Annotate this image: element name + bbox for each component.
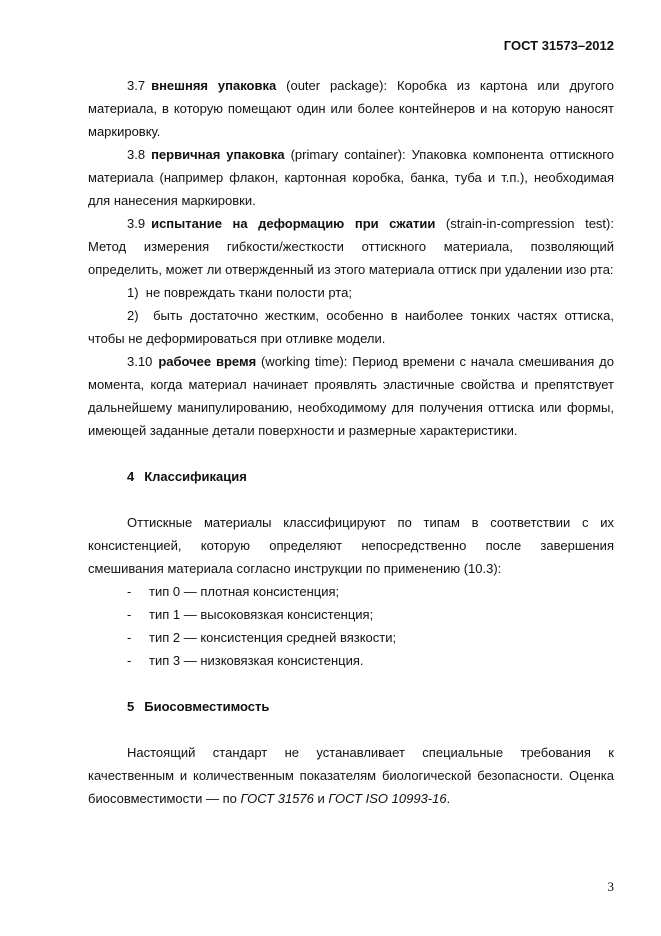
- clause-number: 3.10: [127, 354, 153, 369]
- definition-3-8: [88, 143, 614, 212]
- item-number: 1): [127, 285, 139, 300]
- term: испытание на деформацию при сжатии: [151, 216, 436, 231]
- paragraph-text: и: [313, 791, 329, 806]
- definition-3-9: [88, 212, 614, 281]
- list-item: [88, 649, 614, 672]
- paragraph-text: .: [446, 791, 451, 806]
- page-number: 3: [607, 879, 614, 894]
- numbered-item: [88, 304, 614, 350]
- list-item: [88, 626, 614, 649]
- clause-number: 3.9: [127, 216, 146, 231]
- standard-reference: ГОСТ ISO 10993-16: [328, 791, 447, 806]
- list-item: [88, 603, 614, 626]
- standard-reference: ГОСТ 31576: [240, 791, 314, 806]
- dash-marker: -: [127, 584, 132, 599]
- term: первичная упаковка: [151, 147, 285, 162]
- numbered-item: [88, 281, 614, 304]
- clause-number: 3.7: [127, 78, 146, 93]
- clause-number: 3.8: [127, 147, 146, 162]
- section-title: Классификация: [144, 469, 247, 484]
- list-item-text: тип 1 — высоковязкая консистенция;: [149, 607, 374, 622]
- list-item: [88, 580, 614, 603]
- paragraph-text: Настоящий стандарт не устанавливает специальные требования к качественным и количественным показателям биологической безопасности. Оценка биосовместимости — по: [88, 745, 614, 806]
- list-item-text: тип 3 — низковязкая консистенция.: [149, 653, 364, 668]
- definition-3-7: [88, 74, 614, 143]
- definition-3-10: [88, 350, 614, 442]
- type-list: [88, 580, 614, 672]
- section-paragraph: Оттискные материалы классифицируют по типам в соответствии с их консистенцией, которую определяют непосредственно после завершения смешивания материала согласно инструкции по применению (10.3):: [88, 515, 614, 576]
- item-text: быть достаточно жестким, особенно в наиболее тонких частях оттиска, чтобы не деформироваться при отливке модели.: [88, 308, 614, 346]
- dash-marker: -: [127, 653, 132, 668]
- section-paragraph: [88, 741, 614, 810]
- section-title: Биосовместимость: [144, 699, 270, 714]
- page-body: [88, 74, 614, 810]
- dash-marker: -: [127, 607, 132, 622]
- term: рабочее время: [158, 354, 257, 369]
- definition-text: (strain-in-compression test): Метод измерения гибкости/жесткости оттискного материала, позволяющий определить, может ли отвержденный из этого материала оттиск при удалении изо рта:: [88, 216, 614, 277]
- section-number: 4: [127, 469, 135, 484]
- section-number: 5: [127, 699, 135, 714]
- item-text: не повреждать ткани полости рта;: [145, 285, 352, 300]
- definition-text: (primary container): Упаковка компонента оттискного материала (например флакон, картонная коробка, банка, туба и т.п.), необходимая для нанесения маркировки.: [88, 147, 614, 208]
- list-item-text: тип 2 — консистенция средней вязкости;: [149, 630, 397, 645]
- definition-text: (working time): Период времени с начала смешивания до момента, когда материал начинает проявлять эластичные свойства и препятствует дальнейшему манипулированию, необходимому для получения оттиска или формы, имеющей заданные детали поверхности и размерные характеристики.: [88, 354, 614, 438]
- list-item-text: тип 0 — плотная консистенция;: [149, 584, 340, 599]
- section-heading: [88, 465, 614, 488]
- dash-marker: -: [127, 630, 132, 645]
- section-heading: [88, 695, 614, 718]
- document-code: ГОСТ 31573–2012: [503, 38, 614, 53]
- item-number: 2): [127, 308, 139, 323]
- definition-text: (outer package): Коробка из картона или другого материала, в которую помещают один или более контейнеров и на которую наносят маркировку.: [88, 78, 614, 139]
- term: внешняя упаковка: [151, 78, 277, 93]
